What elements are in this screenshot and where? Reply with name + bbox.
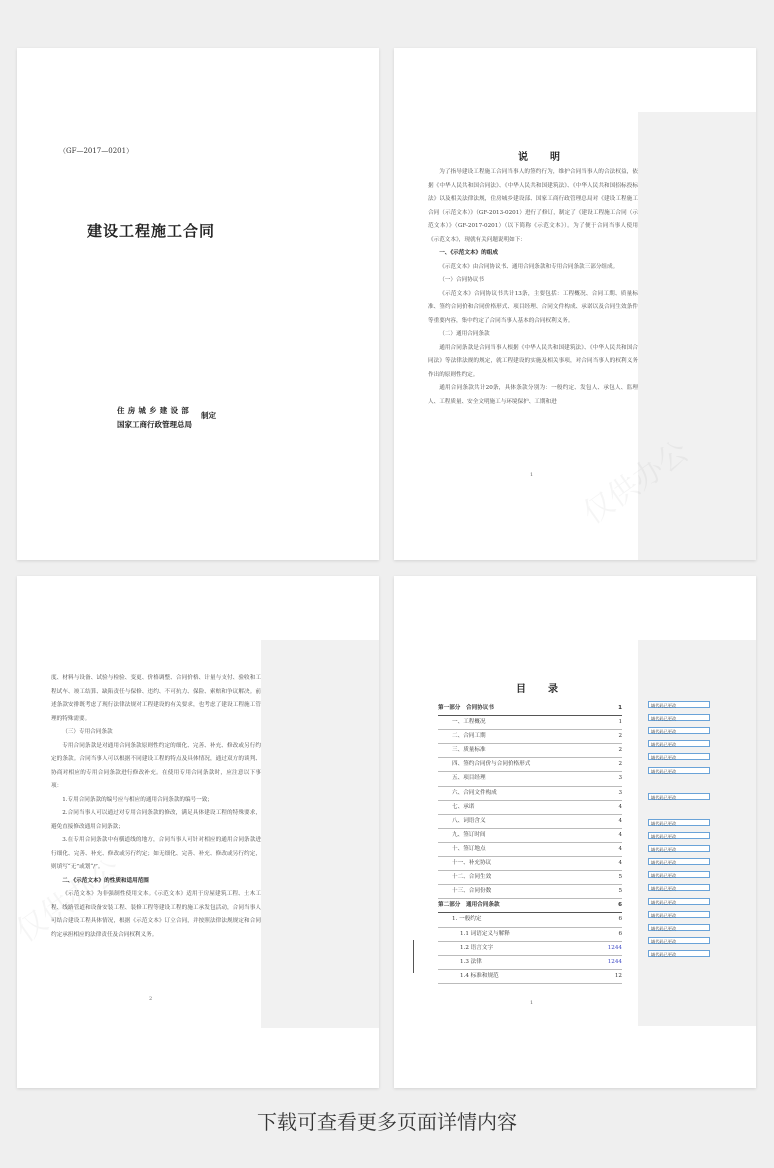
toc-entry-page: 4 bbox=[618, 831, 622, 838]
toc-entry-page: 6 bbox=[618, 902, 622, 909]
paragraph: 通用合同条款是合同当事人根据《中华人民共和国建筑法》、《中华人民共和国合同法》等法律法规的规定，就工程建设的实施及相关事项，对合同当事人的权利义务作出的原则性约定。 bbox=[428, 344, 638, 378]
toc-entry-page: 1244 bbox=[607, 958, 622, 965]
paragraph: 《示范文本》为非强制性使用文本。《示范文本》适用于房屋建筑工程、土木工程、线路管道和设备安装工程、装修工程等建设工程的施工承发包活动，合同当事人可结合建设工程具体情况，根据《示范文本》订立合同，并按照法律法规规定和合同约定承担相应的法律责任及合同权利义务。 bbox=[51, 891, 261, 938]
toc-entry-label: 一、工程概况 bbox=[452, 719, 486, 726]
contract-code: （GF—2017—0201） bbox=[59, 147, 134, 155]
toc-entry[interactable] bbox=[438, 730, 622, 744]
toc-list bbox=[438, 702, 622, 984]
toc-entry[interactable] bbox=[438, 702, 622, 716]
toc-entry[interactable] bbox=[438, 787, 622, 801]
section-heading: 一、《示范文本》的组成 bbox=[439, 250, 498, 256]
paragraph: 2.合同当事人可以通过对专用合同条款的修改，满足具体建设工程的特殊要求，避免直接修改通用合同条款； bbox=[51, 810, 261, 830]
toc-entry-label: 九、签订时间 bbox=[452, 831, 486, 838]
revision-comment-tag[interactable]: 域代码已更改 bbox=[648, 701, 710, 708]
revision-comment-tag[interactable]: 域代码已更改 bbox=[648, 714, 710, 721]
revision-comment-tag[interactable]: 域代码已更改 bbox=[648, 937, 710, 944]
paragraph: 为了指导建设工程施工合同当事人的签约行为，维护合同当事人的合法权益，依据《中华人民共和国合同法》、《中华人民共和国建筑法》、《中华人民共和国招标投标法》以及相关法律法规，住房城乡建设部、国家工商行政管理总局对《建设工程施工合同（示范文本）》（GF-2013-0201）进行了修订，制定了《建设工程施工合同（示范文本）》（GF-2017-0201）（以下简称《示范文本》）。为了便于合同当事人使用《示范文本》，现就有关问题说明如下： bbox=[428, 169, 638, 243]
toc-entry-page: 3 bbox=[618, 789, 622, 796]
issuer-administration: 国家工商行政管理总局 bbox=[117, 420, 192, 429]
toc-entry[interactable] bbox=[438, 885, 622, 899]
section-heading: 二、《示范文本》的性质和适用范围 bbox=[62, 877, 149, 884]
toc-entry[interactable] bbox=[438, 772, 622, 786]
paragraph: 1.专用合同条款的编号应与相应的通用合同条款的编号一致； bbox=[62, 796, 213, 803]
paragraph: 《示范文本》由合同协议书、通用合同条款和专用合同条款三部分组成。 bbox=[439, 263, 619, 270]
revision-comment-tag[interactable]: 域代码已更改 bbox=[648, 740, 710, 747]
toc-page bbox=[394, 576, 756, 1088]
toc-entry[interactable] bbox=[438, 928, 622, 942]
revision-comment-tag[interactable]: 域代码已更改 bbox=[648, 871, 710, 878]
toc-entry[interactable] bbox=[438, 857, 622, 871]
toc-entry[interactable] bbox=[438, 899, 622, 913]
toc-entry[interactable] bbox=[438, 913, 622, 927]
toc-entry-label: 八、词语含义 bbox=[452, 817, 486, 824]
toc-entry-label: 第二部分 通用合同条款 bbox=[438, 902, 500, 909]
toc-entry-label: 五、项目经理 bbox=[452, 775, 486, 782]
revision-comment-tag[interactable]: 域代码已更改 bbox=[648, 950, 710, 957]
toc-entry[interactable] bbox=[438, 843, 622, 857]
revision-comment-tag[interactable]: 域代码已更改 bbox=[648, 911, 710, 918]
cover-page bbox=[17, 48, 379, 560]
toc-entry-page: 1 bbox=[618, 705, 622, 711]
toc-entry-label: 七、承诺 bbox=[452, 803, 475, 810]
notes-body bbox=[428, 166, 638, 409]
toc-entry[interactable] bbox=[438, 744, 622, 758]
revision-comment-tag[interactable]: 域代码已更改 bbox=[648, 884, 710, 891]
toc-heading: 目 录 bbox=[516, 684, 564, 695]
paragraph: （二）通用合同条款 bbox=[439, 331, 490, 337]
notes-continued-page bbox=[17, 576, 379, 1088]
toc-entry[interactable] bbox=[438, 801, 622, 815]
notes-page bbox=[394, 48, 756, 560]
issuer-suffix: 制定 bbox=[201, 411, 216, 420]
toc-entry[interactable] bbox=[438, 871, 622, 885]
toc-entry-label: 十一、补充协议 bbox=[452, 860, 492, 867]
revision-comment-tag[interactable]: 域代码已更改 bbox=[648, 793, 710, 800]
revision-comment-tag[interactable]: 域代码已更改 bbox=[648, 753, 710, 760]
toc-entry[interactable] bbox=[438, 942, 622, 956]
margin-band bbox=[261, 640, 379, 1028]
toc-entry-label: 十、签订地点 bbox=[452, 845, 486, 852]
toc-entry-label: 1. 一般约定 bbox=[452, 916, 482, 923]
toc-entry-page: 6 bbox=[618, 930, 622, 937]
toc-entry-label: 1.1 词语定义与解释 bbox=[460, 930, 510, 937]
toc-entry-label: 三、质量标准 bbox=[452, 747, 486, 754]
toc-entry-page: 12 bbox=[614, 972, 622, 979]
revision-comment-tag[interactable]: 域代码已更改 bbox=[648, 845, 710, 852]
revision-comment-tag[interactable]: 域代码已更改 bbox=[648, 767, 710, 774]
toc-entry[interactable] bbox=[438, 758, 622, 772]
toc-entry-label: 二、合同工期 bbox=[452, 733, 486, 740]
toc-entry-label: 十三、合同份数 bbox=[452, 888, 492, 895]
toc-entry-label: 1.4 标准和规范 bbox=[460, 972, 499, 979]
toc-entry-page: 2 bbox=[618, 761, 622, 768]
change-bar bbox=[413, 940, 414, 973]
document-title: 建设工程施工合同 bbox=[87, 222, 216, 240]
revision-comment-tag[interactable]: 域代码已更改 bbox=[648, 924, 710, 931]
page-number: 1 bbox=[530, 1000, 534, 1006]
paragraph: 度、材料与设备、试验与检验、变更、价格调整、合同价格、计量与支付、验收和工程试车、竣工结算、缺陷责任与保修、违约、不可抗力、保险、索赔和争议解决。前述条款安排既考虑了现行法律法规对工程建设的有关要求，也考虑了建设工程施工管理的特殊需要。 bbox=[51, 675, 261, 722]
revision-comment-tag[interactable]: 域代码已更改 bbox=[648, 819, 710, 826]
toc-entry-label: 1.3 法律 bbox=[460, 958, 482, 965]
margin-band bbox=[638, 112, 756, 560]
issuing-authorities bbox=[117, 404, 192, 432]
toc-entry[interactable] bbox=[438, 956, 622, 970]
toc-entry-page: 4 bbox=[618, 860, 622, 867]
toc-entry-page: 1244 bbox=[607, 944, 622, 951]
toc-entry-page: 3 bbox=[618, 775, 622, 782]
toc-entry[interactable] bbox=[438, 829, 622, 843]
paragraph: 《示范文本》合同协议书共计13条，主要包括：工程概况、合同工期、质量标准、签约合同价和合同价格形式、项目经理、合同文件构成、承诺以及合同生效条件等重要内容，集中约定了合同当事人基本的合同权利义务。 bbox=[428, 290, 638, 324]
toc-entry-label: 第一部分 合同协议书 bbox=[438, 705, 494, 711]
revision-comment-tag[interactable]: 域代码已更改 bbox=[648, 727, 710, 734]
toc-entry-page: 4 bbox=[618, 845, 622, 852]
issuer-ministry: 住房城乡建设部 bbox=[117, 406, 192, 415]
paragraph: 通用合同条款共计20条，具体条款分别为：一般约定、发包人、承包人、监理人、工程质量、安全文明施工与环境保护、工期和进 bbox=[428, 385, 638, 405]
toc-entry-page: 5 bbox=[618, 874, 622, 881]
toc-entry-page: 2 bbox=[618, 733, 622, 740]
toc-entry-page: 5 bbox=[618, 888, 622, 895]
toc-entry-label: 1.2 语言文字 bbox=[460, 944, 494, 951]
paragraph: （三）专用合同条款 bbox=[62, 729, 113, 735]
paragraph: （一）合同协议书 bbox=[439, 277, 484, 283]
download-caption: 下载可查看更多页面详情内容 bbox=[257, 1110, 517, 1134]
page-number: 1 bbox=[530, 472, 534, 478]
toc-entry[interactable] bbox=[438, 716, 622, 730]
toc-entry-page: 6 bbox=[618, 916, 622, 923]
toc-entry-page: 4 bbox=[618, 803, 622, 810]
notes-heading: 说 明 bbox=[518, 152, 566, 163]
paragraph: 3.在专用合同条款中有横道线的地方，合同当事人可针对相应的通用合同条款进行细化、完善、补充、修改或另行约定；如无细化、完善、补充、修改或另行约定，则填写“无”或划“/”。 bbox=[51, 837, 261, 870]
toc-entry[interactable] bbox=[438, 970, 622, 984]
revision-comment-tag[interactable]: 域代码已更改 bbox=[648, 898, 710, 905]
revision-comment-tag[interactable]: 域代码已更改 bbox=[648, 832, 710, 839]
toc-entry-label: 四、签约合同价与合同价格形式 bbox=[452, 761, 531, 768]
toc-entry-page: 4 bbox=[618, 817, 622, 824]
toc-entry-page: 1 bbox=[618, 719, 622, 726]
toc-entry[interactable] bbox=[438, 815, 622, 829]
toc-entry-label: 六、合同文件构成 bbox=[452, 789, 497, 796]
paragraph: 专用合同条款是对通用合同条款原则性约定的细化、完善、补充、修改或另行约定的条款。合同当事人可以根据不同建设工程的特点及具体情况，通过双方的谈判、协商对相应的专用合同条款进行修改补充。在使用专用合同条款时，应注意以下事项： bbox=[51, 742, 261, 789]
revision-comment-tag[interactable]: 域代码已更改 bbox=[648, 858, 710, 865]
toc-entry-label: 十二、合同生效 bbox=[452, 874, 492, 881]
page-number: 2 bbox=[149, 996, 153, 1002]
toc-entry-page: 2 bbox=[618, 747, 622, 754]
